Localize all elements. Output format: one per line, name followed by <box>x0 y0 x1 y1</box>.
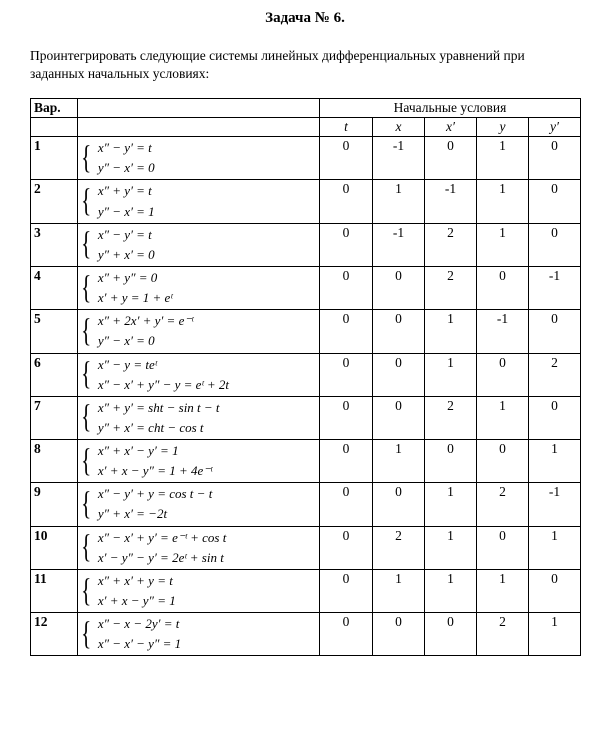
header-row-2 <box>31 118 581 137</box>
cond-x-prime: 1 <box>425 526 477 569</box>
cond-x: 0 <box>373 483 425 526</box>
equations-column-header <box>78 99 320 118</box>
cond-t: 0 <box>320 266 373 309</box>
equation-2: y″ − x′ = 0 <box>97 160 155 176</box>
cond-t: 0 <box>320 396 373 439</box>
table-row <box>31 180 581 223</box>
cond-t: 0 <box>320 310 373 353</box>
cond-t: 0 <box>320 353 373 396</box>
equation-1: x″ − y′ + y = cos t − t <box>97 486 213 502</box>
cond-x: -1 <box>373 137 425 180</box>
equation-system <box>78 569 320 612</box>
equation-1: x″ − y′ = t <box>97 226 152 242</box>
initial-conditions-header: Начальные условия <box>320 99 581 118</box>
cond-t: 0 <box>320 569 373 612</box>
equation-system <box>78 396 320 439</box>
equation-system <box>78 137 320 180</box>
col-header-y: y <box>477 118 529 137</box>
equation-1: x″ − x − 2y′ = t <box>97 616 180 632</box>
variant-column-header: Вар. <box>31 99 78 118</box>
variant-number: 10 <box>31 526 78 569</box>
cond-y: 2 <box>477 613 529 656</box>
equation-system <box>78 440 320 483</box>
cond-t: 0 <box>320 440 373 483</box>
system-brace-icon: { <box>81 356 92 393</box>
table-row <box>31 483 581 526</box>
table-row <box>31 526 581 569</box>
table-row <box>31 137 581 180</box>
cond-t: 0 <box>320 223 373 266</box>
empty-header-cell <box>78 118 320 137</box>
variant-number: 8 <box>31 440 78 483</box>
cond-y: 1 <box>477 137 529 180</box>
cond-x: 1 <box>373 180 425 223</box>
equation-system <box>78 180 320 223</box>
intro-text: Проинтегрировать следующие системы линейных дифференциальных уравнений при заданных начальных условиях: <box>30 48 525 81</box>
cond-y-prime: 0 <box>529 137 581 180</box>
cond-x: 1 <box>373 440 425 483</box>
cond-y-prime: 2 <box>529 353 581 396</box>
cond-t: 0 <box>320 180 373 223</box>
equation-1: x″ + 2x′ + y′ = e⁻ᵗ <box>97 313 194 329</box>
equation-system <box>78 613 320 656</box>
cond-y-prime: 1 <box>529 613 581 656</box>
cond-y: 1 <box>477 569 529 612</box>
variant-number: 9 <box>31 483 78 526</box>
cond-y: 0 <box>477 440 529 483</box>
cond-y: 1 <box>477 396 529 439</box>
cond-x: 0 <box>373 266 425 309</box>
equation-2: x′ − y″ − y′ = 2eᵗ + sin t <box>97 549 224 565</box>
equation-2: x′ + y = 1 + eᵗ <box>97 290 173 306</box>
cond-y: 1 <box>477 180 529 223</box>
problems-table <box>30 98 581 656</box>
cond-y: 0 <box>477 526 529 569</box>
cond-x-prime: 0 <box>425 440 477 483</box>
equation-1: x″ − x′ + y′ = e⁻ᵗ + cos t <box>97 529 227 545</box>
equation-system <box>78 483 320 526</box>
equation-system <box>78 310 320 353</box>
cond-t: 0 <box>320 137 373 180</box>
equation-2: x′ + x − y″ = 1 <box>97 593 176 609</box>
table-row <box>31 613 581 656</box>
cond-x-prime: 2 <box>425 223 477 266</box>
variant-number: 5 <box>31 310 78 353</box>
system-brace-icon: { <box>81 485 92 522</box>
equation-2: x′ + x − y″ = 1 + 4e⁻ᵗ <box>97 463 213 479</box>
cond-y-prime: -1 <box>529 483 581 526</box>
cond-y-prime: 0 <box>529 396 581 439</box>
header-row-1 <box>31 99 581 118</box>
cond-y-prime: 0 <box>529 310 581 353</box>
equation-1: x″ + x′ + y = t <box>97 572 173 588</box>
cond-x-prime: 2 <box>425 266 477 309</box>
cond-x: 0 <box>373 353 425 396</box>
equation-1: x″ + y″ = 0 <box>97 269 158 285</box>
table-row <box>31 266 581 309</box>
system-brace-icon: { <box>81 312 92 349</box>
equation-2: y″ − x′ = 1 <box>97 203 155 219</box>
cond-y-prime: 0 <box>529 223 581 266</box>
equation-1: x″ + x′ − y′ = 1 <box>97 443 179 459</box>
cond-x: 2 <box>373 526 425 569</box>
equation-2: y″ + x′ = 0 <box>97 246 155 262</box>
system-brace-icon: { <box>81 529 92 566</box>
col-header-x: x <box>373 118 425 137</box>
system-brace-icon: { <box>81 572 92 609</box>
equation-system <box>78 266 320 309</box>
table-row <box>31 353 581 396</box>
cond-x: 0 <box>373 310 425 353</box>
cond-x-prime: 1 <box>425 569 477 612</box>
equation-1: x″ + y′ = t <box>97 183 152 199</box>
cond-x: 1 <box>373 569 425 612</box>
cond-x-prime: -1 <box>425 180 477 223</box>
variant-number: 2 <box>31 180 78 223</box>
equation-1: x″ − y′ = t <box>97 140 152 156</box>
table-row <box>31 569 581 612</box>
cond-x: -1 <box>373 223 425 266</box>
cond-x-prime: 2 <box>425 396 477 439</box>
system-brace-icon: { <box>81 442 92 479</box>
cond-t: 0 <box>320 526 373 569</box>
variant-number: 6 <box>31 353 78 396</box>
col-header-x-prime: x′ <box>425 118 477 137</box>
equation-2: x″ − x′ + y″ − y = eᵗ + 2t <box>97 376 230 392</box>
col-header-t: t <box>320 118 373 137</box>
variant-number: 7 <box>31 396 78 439</box>
cond-x: 0 <box>373 613 425 656</box>
equation-system <box>78 526 320 569</box>
variant-number: 3 <box>31 223 78 266</box>
cond-x: 0 <box>373 396 425 439</box>
page-title: Задача № 6. <box>265 10 345 26</box>
col-header-y-prime: y′ <box>529 118 581 137</box>
cond-y-prime: -1 <box>529 266 581 309</box>
equation-2: y″ + x′ = cht − cos t <box>97 419 204 435</box>
system-brace-icon: { <box>81 615 92 652</box>
equation-system <box>78 223 320 266</box>
cond-y: 1 <box>477 223 529 266</box>
system-brace-icon: { <box>81 269 92 306</box>
cond-t: 0 <box>320 483 373 526</box>
system-brace-icon: { <box>81 399 92 436</box>
variant-number: 4 <box>31 266 78 309</box>
variant-number: 11 <box>31 569 78 612</box>
cond-y: 0 <box>477 266 529 309</box>
cond-x-prime: 1 <box>425 353 477 396</box>
variant-number: 12 <box>31 613 78 656</box>
cond-y: 2 <box>477 483 529 526</box>
equation-2: y″ − x′ = 0 <box>97 333 155 349</box>
equation-1: x″ − y = teᵗ <box>97 356 157 372</box>
equation-2: y″ + x′ = −2t <box>97 506 168 522</box>
system-brace-icon: { <box>81 226 92 263</box>
cond-y-prime: 0 <box>529 569 581 612</box>
equation-system <box>78 353 320 396</box>
table-row <box>31 223 581 266</box>
system-brace-icon: { <box>81 183 92 220</box>
equation-2: x″ − x′ − y″ = 1 <box>97 636 182 652</box>
cond-x-prime: 0 <box>425 613 477 656</box>
cond-y-prime: 0 <box>529 180 581 223</box>
equation-1: x″ + y′ = sht − sin t − t <box>97 399 220 415</box>
variant-number: 1 <box>31 137 78 180</box>
cond-x-prime: 1 <box>425 483 477 526</box>
table-row <box>31 396 581 439</box>
cond-x-prime: 0 <box>425 137 477 180</box>
cond-y-prime: 1 <box>529 526 581 569</box>
cond-y: -1 <box>477 310 529 353</box>
cond-x-prime: 1 <box>425 310 477 353</box>
cond-y: 0 <box>477 353 529 396</box>
empty-header-cell <box>31 118 78 137</box>
table-row <box>31 440 581 483</box>
table-row <box>31 310 581 353</box>
cond-y-prime: 1 <box>529 440 581 483</box>
cond-t: 0 <box>320 613 373 656</box>
system-brace-icon: { <box>81 139 92 176</box>
